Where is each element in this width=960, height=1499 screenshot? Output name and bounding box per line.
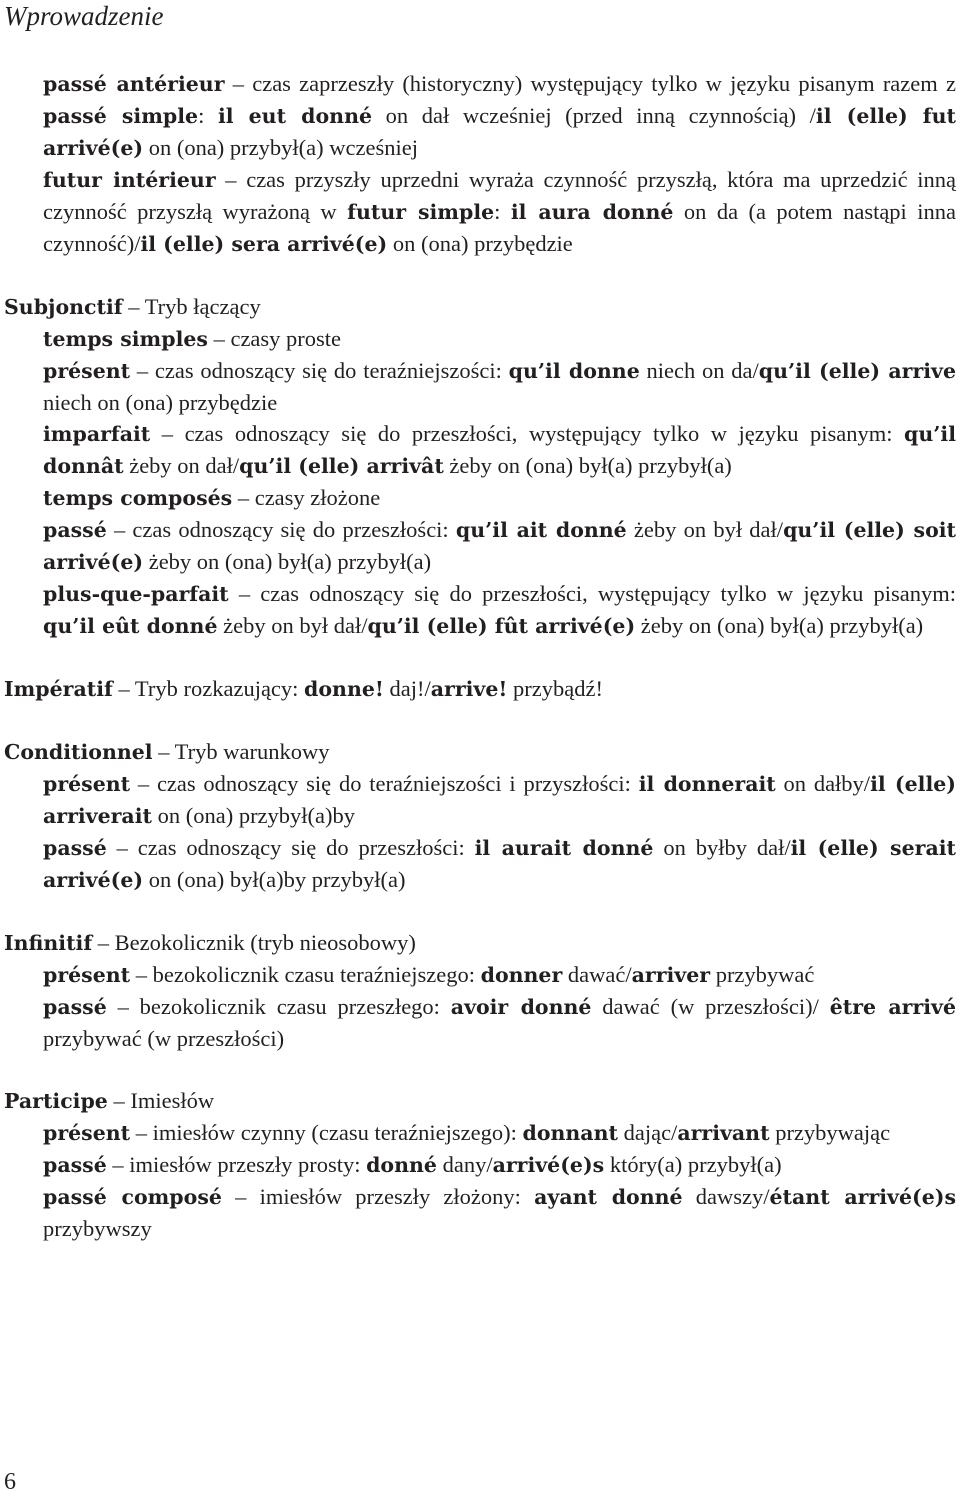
example: il (elle) fut arrivé(e) xyxy=(43,104,956,160)
indicatif-continuation xyxy=(4,68,956,260)
example: qu’il (elle) fût arrivé(e) xyxy=(367,614,636,638)
heading-term: Conditionnel xyxy=(4,740,153,764)
term: futur simple xyxy=(347,200,495,224)
text: on (ona) przybył(a)by xyxy=(151,803,356,828)
term: temps simples xyxy=(43,327,208,351)
example: qu’il donne xyxy=(508,359,640,383)
term: imparfait xyxy=(43,422,151,446)
text: – czas odnoszący się do przeszłości, występujący tylko w języku pisanym: xyxy=(150,421,905,446)
term: passé xyxy=(43,518,107,542)
page-number: 6 xyxy=(4,1469,16,1495)
text: on (ona) przybył(a) wcześniej xyxy=(143,135,418,160)
text: przybądź! xyxy=(507,676,603,701)
section-heading xyxy=(4,673,956,705)
text: dawszy/ xyxy=(682,1184,770,1209)
example: donner xyxy=(480,963,563,987)
text: żeby on (ona) był(a) przybył(a) xyxy=(443,453,732,478)
entry-present xyxy=(4,959,956,991)
section-conditionnel xyxy=(4,736,956,896)
text: daj!/ xyxy=(383,676,431,701)
text: – bezokolicznik czasu przeszłego: xyxy=(106,994,451,1019)
text: – bezokolicznik czasu teraźniejszego: xyxy=(130,962,481,987)
example: il (elle) serait arrivé(e) xyxy=(43,836,956,892)
section-participe xyxy=(4,1085,956,1244)
text: dając/ xyxy=(617,1120,678,1145)
section-imperatif xyxy=(4,673,956,705)
running-head: Wprowadzenie xyxy=(4,1,164,31)
term: plus-que-parfait xyxy=(43,582,229,606)
term: futur intérieur xyxy=(43,168,216,192)
heading-text: – Bezokolicznik (tryb nieosobowy) xyxy=(92,930,416,955)
text: dany/ xyxy=(436,1152,493,1177)
text: dawać/ xyxy=(562,962,632,987)
example: il aurait donné xyxy=(474,836,654,860)
text: on da (a potem nastąpi inna czynność)/ xyxy=(43,199,956,256)
example: être arrivé xyxy=(829,995,957,1019)
term: passé xyxy=(43,1153,107,1177)
entry-passe xyxy=(4,1149,956,1181)
entry-futur-anterieur xyxy=(4,164,956,260)
text: : xyxy=(494,199,511,224)
example: qu’il (elle) soit arrivé(e) xyxy=(43,518,957,574)
example: arriver xyxy=(631,963,711,987)
text: – czas odnoszący się do przeszłości: xyxy=(106,517,456,542)
text: żeby on dał/ xyxy=(123,453,240,478)
entry-passe xyxy=(4,832,956,896)
text: on dał wcześniej (przed inną czynnością) / xyxy=(372,103,816,128)
grammar-content xyxy=(4,68,956,1244)
example: ayant donné xyxy=(534,1185,683,1209)
section-subjonctif xyxy=(4,291,956,642)
example: qu’il donnât xyxy=(43,422,956,478)
term: passé antérieur xyxy=(43,72,225,96)
text: przybywszy xyxy=(43,1216,152,1241)
subheading-temps-simples xyxy=(4,323,956,355)
example: qu’il eût donné xyxy=(43,614,218,638)
heading-text: – Imiesłów xyxy=(107,1088,215,1113)
entry-passe xyxy=(4,991,956,1054)
text: on dałby/ xyxy=(775,771,871,796)
example: il (elle) arriverait xyxy=(43,772,956,828)
section-heading xyxy=(4,291,956,323)
text: – imiesłów czynny (czasu teraźniejszego): xyxy=(130,1120,523,1145)
heading-term: Participe xyxy=(4,1089,108,1113)
text: – czas zaprzeszły (historyczny) występujący tylko w języku pisanym razem z xyxy=(224,71,956,96)
term: présent xyxy=(43,963,131,987)
text: przybywać (w przeszłości) xyxy=(43,1026,285,1051)
text: niech on (ona) przybędzie xyxy=(43,390,278,415)
entry-present xyxy=(4,768,956,832)
text: on byłby dał/ xyxy=(653,835,791,860)
example: donnant xyxy=(522,1121,618,1145)
example: il donnerait xyxy=(638,772,776,796)
heading-text: – Tryb warunkowy xyxy=(152,739,330,764)
text: – imiesłów przeszły złożony: xyxy=(221,1184,535,1209)
text: żeby on był dał/ xyxy=(217,613,368,638)
entry-present xyxy=(4,1117,956,1149)
term: passé composé xyxy=(43,1185,222,1209)
example: donne! xyxy=(304,677,384,701)
section-infinitif xyxy=(4,927,956,1054)
term: présent xyxy=(43,772,131,796)
text: żeby on (ona) był(a) przybył(a) xyxy=(635,613,924,638)
example: il (elle) sera arrivé(e) xyxy=(140,232,388,256)
text: przybywać xyxy=(710,962,815,987)
heading-term: Subjonctif xyxy=(4,295,123,319)
heading-term: Impératif xyxy=(4,677,113,701)
text: który(a) przybył(a) xyxy=(604,1152,782,1177)
text: niech on da/ xyxy=(639,358,759,383)
example: il aura donné xyxy=(510,200,674,224)
text: on (ona) był(a)by przybył(a) xyxy=(143,867,406,892)
subheading-temps-composes xyxy=(4,482,956,514)
text: przybywając xyxy=(769,1120,891,1145)
term: passé simple xyxy=(43,104,199,128)
example: avoir donné xyxy=(450,995,592,1019)
example: qu’il (elle) arrive xyxy=(758,359,956,383)
example: arrive! xyxy=(430,677,508,701)
example: donné xyxy=(366,1153,437,1177)
example: il eut donné xyxy=(217,104,373,128)
entry-imparfait xyxy=(4,418,956,482)
text: : xyxy=(198,103,218,128)
text: – czas odnoszący się do przeszłości, występujący tylko w języku pisanym: xyxy=(228,581,956,606)
example: étant arrivé(e)s xyxy=(769,1185,956,1209)
example: arrivant xyxy=(677,1121,770,1145)
section-heading xyxy=(4,927,956,959)
entry-present xyxy=(4,355,956,418)
heading-text: – Tryb rozkazujący: xyxy=(112,676,305,701)
text: – czas odnoszący się do przeszłości: xyxy=(106,835,475,860)
entry-passe-compose xyxy=(4,1181,956,1244)
section-heading xyxy=(4,1085,956,1117)
text: – czas przyszły uprzedni wyraża czynność przyszłą, która ma uprzedzić inną czynność przyszłą wyrażoną w xyxy=(43,167,956,224)
text: – czasy proste xyxy=(207,326,342,351)
heading-text: – Tryb łączący xyxy=(122,294,261,319)
section-heading xyxy=(4,736,956,768)
entry-passe xyxy=(4,514,956,578)
text: – imiesłów przeszły prosty: xyxy=(106,1152,367,1177)
example: arrivé(e)s xyxy=(492,1153,605,1177)
term: présent xyxy=(43,359,131,383)
heading-term: Infinitif xyxy=(4,931,93,955)
term: passé xyxy=(43,836,107,860)
text: żeby on był dał/ xyxy=(626,517,784,542)
text: – czas odnoszący się do teraźniejszości i przyszłości: xyxy=(130,771,639,796)
text: żeby on (ona) był(a) przybył(a) xyxy=(143,549,432,574)
example: qu’il ait donné xyxy=(455,518,627,542)
text: – czas odnoszący się do teraźniejszości: xyxy=(130,358,509,383)
term: passé xyxy=(43,995,107,1019)
text: dawać (w przeszłości)/ xyxy=(591,994,830,1019)
example: qu’il (elle) arrivât xyxy=(239,454,444,478)
text: – czasy złożone xyxy=(232,485,381,510)
term: temps composés xyxy=(43,486,233,510)
entry-passe-anterieur xyxy=(4,68,956,164)
entry-plus-que-parfait xyxy=(4,578,956,642)
term: présent xyxy=(43,1121,131,1145)
text: on (ona) przybędzie xyxy=(387,231,573,256)
